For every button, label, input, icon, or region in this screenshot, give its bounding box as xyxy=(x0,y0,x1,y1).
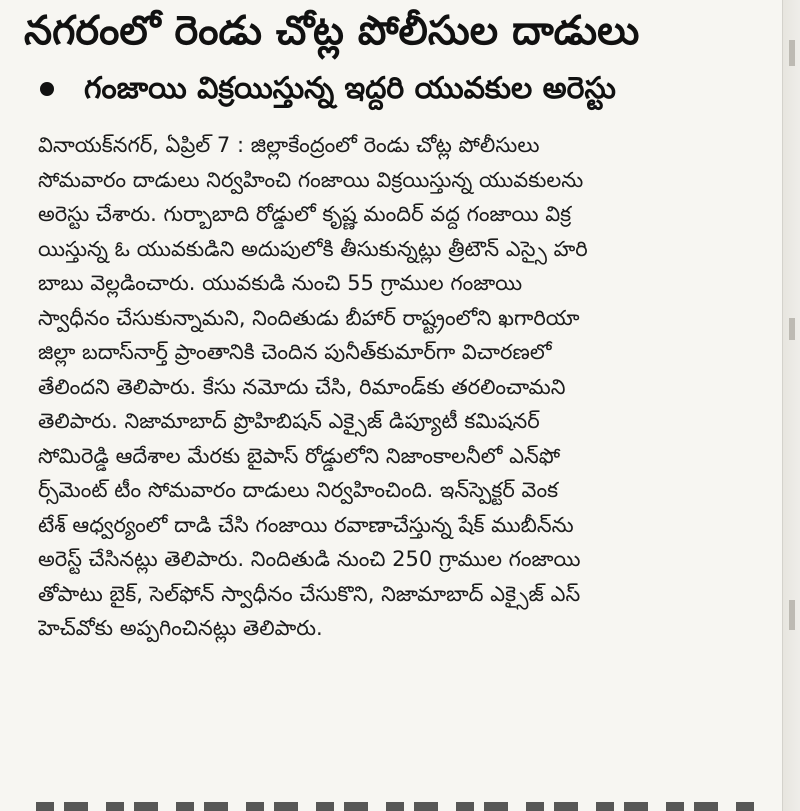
article-headline: నగరంలో రెండు చోట్ల పోలీసుల దాడులు xyxy=(24,8,640,54)
body-line: యిస్తున్న ఓ యువకుడిని అదుపులోకి తీసుకున్నట్లు త్రీటౌన్ ఎస్సై హరి xyxy=(38,236,588,261)
margin-mark xyxy=(789,318,795,340)
body-line: వినాయక్‌నగర్, ఏప్రిల్ 7 : జిల్లాకేంద్రంలో రెండు చోట్ల పోలీసులు xyxy=(38,133,540,157)
body-line: తేలిందని తెలిపారు. కేసు నమోదు చేసి, రిమాండ్‌కు తరలించామని xyxy=(38,374,566,399)
body-line: అరెస్ట్ చేసినట్లు తెలిపారు. నిందితుడి నుంచి 250 గ్రాముల గంజాయి xyxy=(38,547,581,571)
article-subheadline xyxy=(32,66,772,112)
body-line: జిల్లా బదాస్‌నార్త్ ప్రాంతానికి చెందిన పునీత్‌కుమార్‌గా విచారణలో xyxy=(38,340,552,364)
body-line: సోమవారం దాడులు నిర్వహించి గంజాయి విక్రయిస్తున్న యువకులను xyxy=(38,167,584,192)
body-line: స్వాధీనం చేసుకున్నామని, నిందితుడు బీహార్ రాష్ట్రంలోని ఖగారియా xyxy=(38,305,580,330)
body-line: టేశ్ ఆధ్వర్యంలో దాడి చేసి గంజాయి రవాణాచేస్తున్న షేక్ ముబీన్‌ను xyxy=(38,512,574,537)
article-body xyxy=(38,128,758,646)
margin-mark xyxy=(789,40,795,66)
body-line: బాబు వెల్లడించారు. యువకుడి నుంచి 55 గ్రాముల గంజాయి xyxy=(38,271,523,295)
cropped-next-headline xyxy=(36,796,756,811)
margin-mark xyxy=(789,600,795,630)
body-line: తెలిపారు. నిజామాబాద్ ప్రొహిబిషన్ ఎక్సైజ్ డిప్యూటీ కమిషనర్ xyxy=(38,409,540,433)
body-line: సోమిరెడ్డి ఆదేశాల మేరకు బైపాస్ రోడ్డులోని నిజాంకాలనీలో ఎన్‌ఫో xyxy=(38,443,561,468)
page-margin xyxy=(782,0,800,811)
body-line: ర్స్‌మెంట్ టీం సోమవారం దాడులు నిర్వహించింది. ఇన్‌స్పెక్టర్ వెంక xyxy=(38,478,559,502)
subheadline-text: గంజాయి విక్రయిస్తున్న ఇద్దరి యువకుల అరెస్టు xyxy=(84,71,616,106)
bullet-icon xyxy=(40,82,54,96)
body-line: అరెస్టు చేశారు. గుర్బాబాది రోడ్డులో కృష్ణ మందిర్ వద్ద గంజాయి విక్ర xyxy=(38,202,572,226)
body-line: హెచ్‌వోకు అప్పగించినట్లు తెలిపారు. xyxy=(38,616,323,640)
body-line: తోపాటు బైక్, సెల్‌ఫోన్ స్వాధీనం చేసుకొని, నిజామాబాద్ ఎక్సైజ్ ఎస్ xyxy=(38,581,581,606)
